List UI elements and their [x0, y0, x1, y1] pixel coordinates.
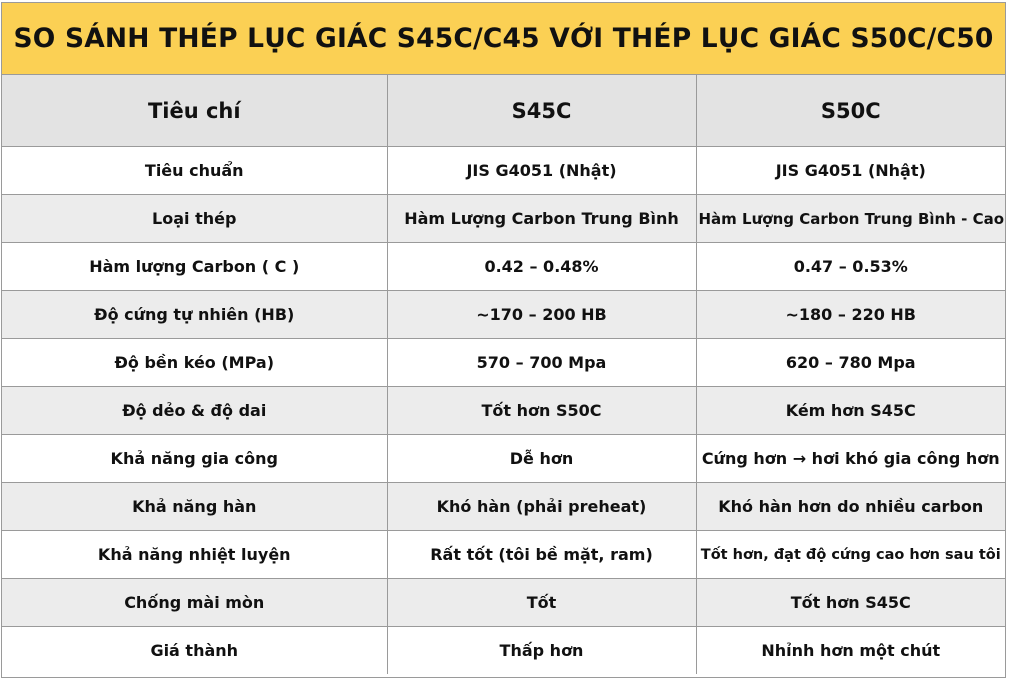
- row-value-s50c: Tốt hơn, đạt độ cứng cao hơn sau tôi: [696, 531, 1005, 579]
- table-row: [2, 531, 1005, 579]
- comparison-table: [2, 75, 1005, 674]
- row-value-s45c: 570 – 700 Mpa: [387, 339, 696, 387]
- column-header-s50c: S50C: [696, 75, 1005, 147]
- table-header-row: [2, 75, 1005, 147]
- row-criterion: Khả năng nhiệt luyện: [2, 531, 387, 579]
- row-value-s50c: Kém hơn S45C: [696, 387, 1005, 435]
- column-header-criteria: Tiêu chí: [2, 75, 387, 147]
- row-value-s45c: Thấp hơn: [387, 627, 696, 675]
- column-header-s45c: S45C: [387, 75, 696, 147]
- row-value-s50c: Hàm Lượng Carbon Trung Bình - Cao: [696, 195, 1005, 243]
- row-criterion: Giá thành: [2, 627, 387, 675]
- row-value-s45c: Khó hàn (phải preheat): [387, 483, 696, 531]
- row-criterion: Độ bền kéo (MPa): [2, 339, 387, 387]
- row-value-s50c: JIS G4051 (Nhật): [696, 147, 1005, 195]
- table-row: [2, 339, 1005, 387]
- table-row: [2, 627, 1005, 675]
- row-value-s50c: Nhỉnh hơn một chút: [696, 627, 1005, 675]
- row-criterion: Tiêu chuẩn: [2, 147, 387, 195]
- table-row: [2, 243, 1005, 291]
- row-value-s50c: 620 – 780 Mpa: [696, 339, 1005, 387]
- page-title: SO SÁNH THÉP LỤC GIÁC S45C/C45 VỚI THÉP LỤC GIÁC S50C/C50: [13, 23, 994, 54]
- row-criterion: Độ cứng tự nhiên (HB): [2, 291, 387, 339]
- comparison-sheet: [1, 2, 1006, 678]
- row-value-s45c: Dễ hơn: [387, 435, 696, 483]
- row-value-s45c: JIS G4051 (Nhật): [387, 147, 696, 195]
- row-criterion: Hàm lượng Carbon ( C ): [2, 243, 387, 291]
- row-value-s50c: Tốt hơn S45C: [696, 579, 1005, 627]
- table-row: [2, 291, 1005, 339]
- row-criterion: Khả năng hàn: [2, 483, 387, 531]
- table-row: [2, 195, 1005, 243]
- row-criterion: Độ dẻo & độ dai: [2, 387, 387, 435]
- table-row: [2, 579, 1005, 627]
- table-row: [2, 387, 1005, 435]
- row-criterion: Loại thép: [2, 195, 387, 243]
- row-value-s45c: Tốt hơn S50C: [387, 387, 696, 435]
- row-value-s45c: Tốt: [387, 579, 696, 627]
- row-value-s50c: Cứng hơn → hơi khó gia công hơn: [696, 435, 1005, 483]
- table-row: [2, 147, 1005, 195]
- row-criterion: Chống mài mòn: [2, 579, 387, 627]
- row-value-s50c: 0.47 – 0.53%: [696, 243, 1005, 291]
- table-row: [2, 483, 1005, 531]
- row-value-s45c: ~170 – 200 HB: [387, 291, 696, 339]
- title-banner: [2, 3, 1005, 75]
- row-value-s50c: ~180 – 220 HB: [696, 291, 1005, 339]
- row-value-s45c: 0.42 – 0.48%: [387, 243, 696, 291]
- row-value-s45c: Rất tốt (tôi bề mặt, ram): [387, 531, 696, 579]
- table-row: [2, 435, 1005, 483]
- row-value-s45c: Hàm Lượng Carbon Trung Bình: [387, 195, 696, 243]
- row-criterion: Khả năng gia công: [2, 435, 387, 483]
- row-value-s50c: Khó hàn hơn do nhiều carbon: [696, 483, 1005, 531]
